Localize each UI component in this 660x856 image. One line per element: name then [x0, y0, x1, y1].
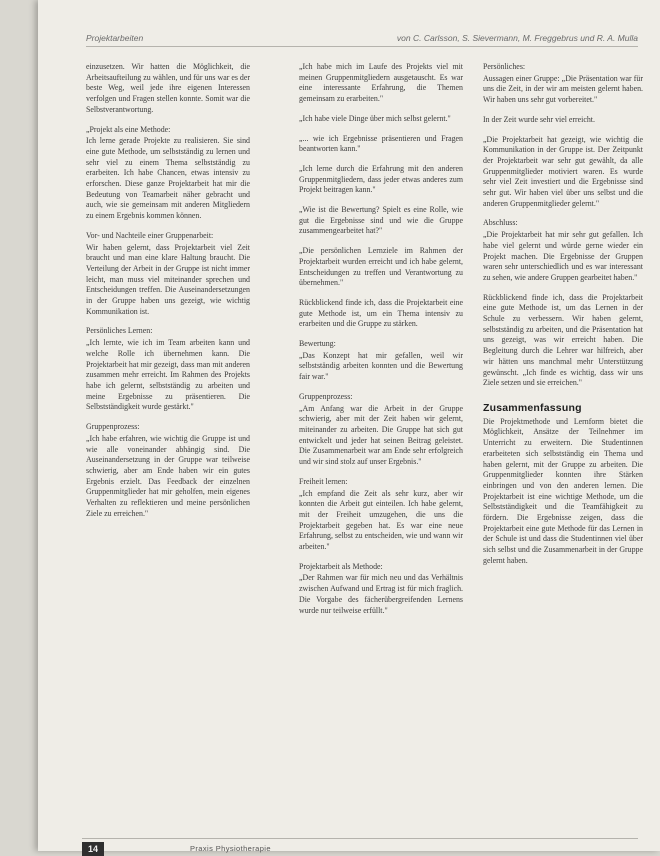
- text-column-3: [483, 62, 643, 576]
- summary-paragraph: Die Projektmethode und Lernform bietet die Möglichkeit, Ansätze der Teilnehmer im Unterricht zu erweitern. Die Studentinnen erarbeiteten sich selbstständig ein Thema und haben gelernt, mit der Gruppe zu arbeiten. Die Gruppenmitglieder konnten ihre Stärken einbringen und von den anderen lernen. Die Projektarbeit ist eine wichtige Methode, um die Selbstständigkeit und die Teamfähigkeit zu fördern. Die Ergebnisse zeigen, dass die Projektarbeit eine gute Methode für das Lernen in der Schule ist und dass die Studentinnen viel über sich selbst und die Zusammenarbeit in der Gruppe gelernt haben.: [483, 416, 643, 565]
- paragraph: „Der Rahmen war für mich neu und das Verhältnis zwischen Aufwand und Ertrag ist für mich fraglich. Die Vorgabe des fächerübergreifenden Lernens wurde nur teilweise erfüllt.": [299, 573, 463, 615]
- paragraph: „Die Projektarbeit hat gezeigt, wie wichtig die Kommunikation in der Gruppe ist. Der Zeitpunkt der Projektarbeit war sehr gut gewählt, da alle Gruppenmitglieder motiviert waren. Es wurde sehr viel Zeit investiert und die Ergebnisse sind sehr gut. Wir haben viel über uns selbst und die anderen Gruppenmitglieder gelernt.": [483, 134, 643, 208]
- paragraph: „Ich habe viele Dinge über mich selbst gelernt.": [299, 113, 451, 123]
- document-page: [38, 0, 660, 854]
- paragraph: „Die Projektarbeit hat mir sehr gut gefallen. Ich habe viel gelernt und würde gerne wieder ein Projekt machen. Die Ergebnisse der Gruppen waren sehr unterschiedlich und es war interessant zu sehen, wie andere Gruppen gearbeitet haben.": [483, 230, 643, 282]
- paragraph: Aussagen einer Gruppe: „Die Präsentation war für uns die Zeit, in der wir am meisten gelernt haben. Wir haben uns sehr gut vorbereitet.": [483, 73, 643, 105]
- paragraph-lead: Vor- und Nachteile einer Gruppenarbeit:: [86, 230, 214, 240]
- running-header: [86, 33, 638, 47]
- paragraph: Wir haben gelernt, dass Projektarbeit viel Zeit braucht und man eine klare Haltung braucht. Die Verteilung der Arbeit in der Gruppe ist nicht immer leicht, man muss viel miteinander sprechen und Entscheidungen treffen. Die Auseinandersetzungen in der Gruppe haben uns gezeigt, wie wichtig Kommunikation ist.: [86, 242, 250, 316]
- paragraph-lead: Persönliches:: [483, 62, 526, 71]
- text-column-1: [86, 62, 250, 528]
- paragraph-lead: Persönliches Lernen:: [86, 326, 153, 336]
- paragraph: In der Zeit wurde sehr viel erreicht.: [483, 114, 595, 124]
- paragraph: einzusetzen. Wir hatten die Möglichkeit, die Arbeitsaufteilung zu wählen, und für uns war es der beste Weg, weil jede ihre eigenen Interessen verfolgen und Fragen stellen konnte. Somit war die Selbstverantwortung.: [86, 62, 250, 114]
- paragraph-lead: Bewertung:: [299, 339, 336, 349]
- paragraph-lead: Freiheit lernen:: [299, 476, 348, 486]
- paragraph: Rückblickend finde ich, dass die Projektarbeit eine gute Methode ist, um ein Thema intensiv zu erarbeiten und die Gruppe zu stärken.: [299, 297, 463, 329]
- paragraph-lead: Projektarbeit als Methode:: [299, 561, 383, 571]
- paragraph: „Die persönlichen Lernziele im Rahmen der Projektarbeit wurden erreicht und ich habe gelernt, Entscheidungen zu treffen und Verantwortung zu übernehmen.": [299, 246, 463, 288]
- text-column-2: [299, 62, 463, 625]
- paragraph: „... wie ich Ergebnisse präsentieren und Fragen beantworten kann.": [299, 133, 463, 154]
- paragraph: „Ich empfand die Zeit als sehr kurz, aber wir konnten die Arbeit gut einteilen. Ich habe gelernt, mit der Freiheit umzugehen, die uns die Projektarbeit gegeben hat. Es war eine neue Erfahrung, selbst zu entscheiden, wie und wann wir arbeiten.": [299, 488, 463, 552]
- paragraph: „Wie ist die Bewertung? Spielt es eine Rolle, wie gut die Ergebnisse sind und wie die Gruppe zusammengearbeitet hat?": [299, 205, 463, 236]
- paragraph: „Ich lerne durch die Erfahrung mit den anderen Gruppenmitgliedern, dass jeder etwas anderes zum Projekt beitragen kann.": [299, 163, 463, 195]
- paragraph: Ich lerne gerade Projekte zu realisieren. Sie sind eine gute Methode, um selbstständig zu lernen und sehr viel zu einem Thema selbstständig zu erarbeiten. Ich habe Chancen, etwas intensiv zu erforschen. Diese ganze Projektarbeit hat mir die Bedeutung von Teamarbeit näher gebracht und auch, wie sie gemeinsam mit anderen Mitgliedern zu einem Ergebnis kommen können.: [86, 136, 250, 221]
- journal-name: Praxis Physiotherapie: [190, 844, 271, 853]
- paragraph: Rückblickend finde ich, dass die Projektarbeit eine gute Methode ist, um das Lernen in der Schule zu verbessern. Wir haben gelernt, selbstständig zu arbeiten, und die Präsentation hat uns gezeigt, was wir erreicht haben. Die Begleitung durch die Lehrer war hilfreich, aber wir hätten uns manchmal mehr Unterstützung gewünscht. „Ich finde es wichtig, dass wir uns Ziele setzen und sie erreichen.": [483, 292, 643, 388]
- paragraph: „Am Anfang war die Arbeit in der Gruppe schwierig, aber mit der Zeit haben wir gelernt, miteinander zu arbeiten. Die Gruppe hat sich gut entwickelt und jeder hat seinen Beitrag geleistet. Die Zusammenarbeit war am Ende sehr erfolgreich und wir sind stolz auf unser Ergebnis.": [299, 403, 463, 467]
- header-section: Projektarbeiten: [86, 33, 144, 43]
- paragraph: „Ich habe erfahren, wie wichtig die Gruppe ist und wie alle voneinander abhängig sind. Die Auseinandersetzung in der Gruppe war teilweise schwierig, aber am Ende haben wir ein gutes Ergebnis erzielt. Das Feedback der einzelnen Gruppenmitglieder hat mir geholfen, mein eigenes Verhalten zu reflektieren und meine persönlichen Ziele zu erreichen.": [86, 433, 250, 518]
- paragraph: „Ich lernte, wie ich im Team arbeiten kann und welche Rolle ich übernehmen kann. Die Projektarbeit hat mir gezeigt, dass man mit anderen zusammen mehr erreicht. Im Rahmen des Projekts habe ich gelernt, selbstständig zu arbeiten und meine Ergebnisse zu präsentieren. Die Selbstständigkeit wurde gestärkt.": [86, 338, 250, 412]
- section-heading-summary: Zusammenfassung: [483, 401, 582, 414]
- paragraph-lead: Abschluss:: [483, 218, 518, 228]
- header-authors: von C. Carlsson, S. Sievermann, M. Freggebrus und R. A. Mulla: [396, 33, 638, 43]
- paragraph: „Ich habe mich im Laufe des Projekts viel mit meinen Gruppenmitgliedern ausgetauscht. Es war eine interessante Erfahrung, die Themen gemeinsam zu erarbeiten.": [299, 62, 463, 104]
- page-number: 14: [82, 842, 104, 856]
- paragraph-lead: „Projekt als eine Methode:: [86, 124, 171, 134]
- page-footer: [82, 838, 638, 854]
- paragraph-lead: Gruppenprozess:: [86, 422, 140, 432]
- paragraph: „Das Konzept hat mir gefallen, weil wir selbstständig arbeiten konnten und die Bewertung fair war.": [299, 350, 463, 382]
- paragraph-lead: Gruppenprozess:: [299, 391, 353, 401]
